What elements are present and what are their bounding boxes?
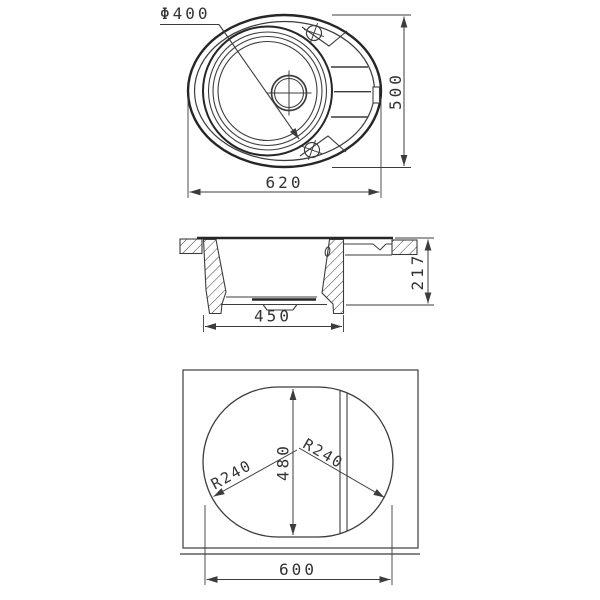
section-view [180,238,434,332]
drainboard-slab [344,244,393,255]
dim-label-diameter: Φ400 [160,4,211,23]
dim-label-600: 600 [279,560,317,579]
dim-label-500: 500 [386,72,405,110]
worktop-outline [183,370,418,548]
dim-label-480: 480 [273,443,293,481]
leader-diameter [160,25,299,140]
cutout-view [180,370,420,585]
counter-left-hatch [180,239,202,254]
cutout-outline [203,387,393,537]
bowl-left-wall [204,240,227,314]
dim-label-620: 620 [265,173,304,192]
dim-label-r240-left: R240 [207,456,256,494]
bowl-circles [203,27,332,156]
dim-label-r240-right: R240 [299,434,348,473]
plan-view [160,4,411,198]
dim-label-217: 217 [408,252,427,291]
drain-icon [267,71,312,116]
dim-label-450: 450 [254,306,292,326]
counter-right-hatch [392,240,417,255]
drainboard-ridge-lines [331,67,371,117]
tap-hole-marker [373,87,380,103]
